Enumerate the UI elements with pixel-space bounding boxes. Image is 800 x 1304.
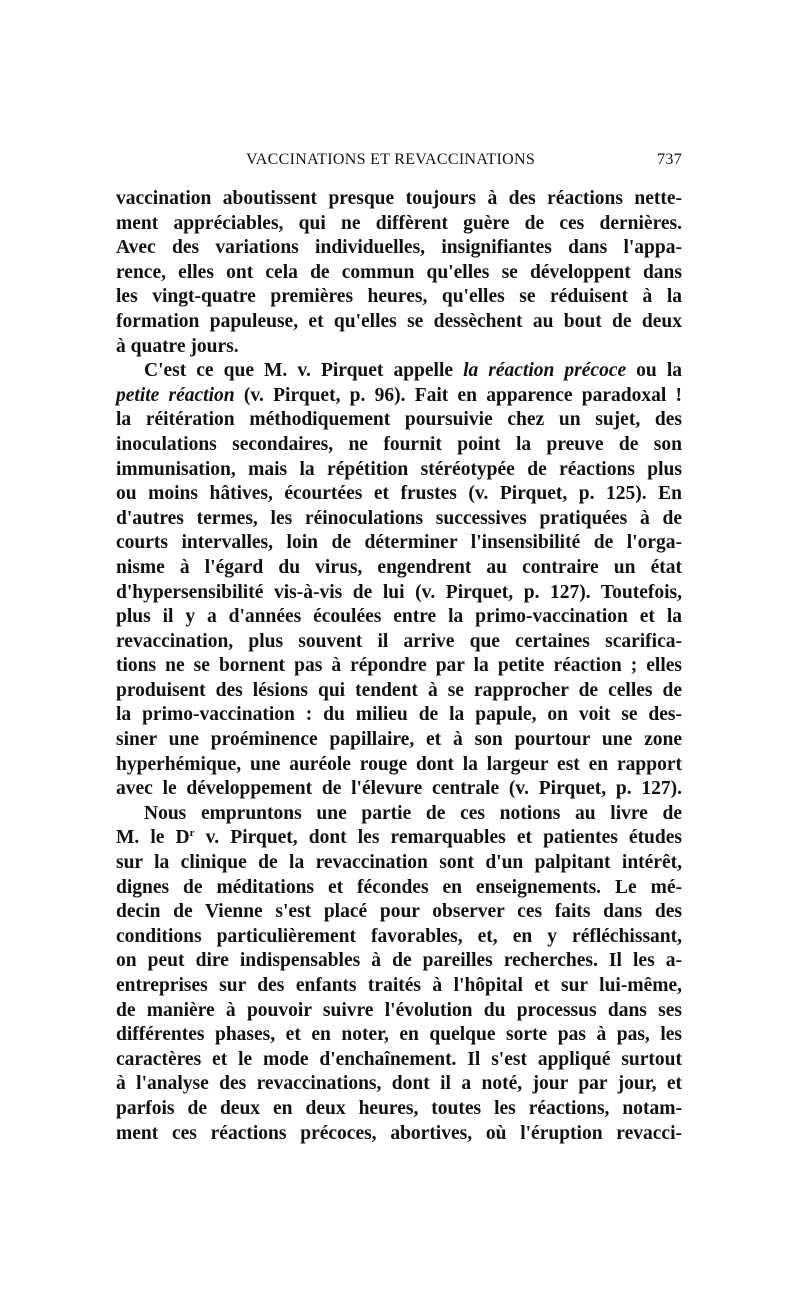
text-line: les vingt-quatre premières heures, qu'elles se réduisent à la <box>116 286 682 308</box>
text-segment: M. le D <box>116 827 190 849</box>
text-line: Avec des variations individuelles, insignifiantes dans l'appa- <box>116 237 682 259</box>
text-line: à l'analyse des revaccinations, dont il a noté, jour par jour, et <box>116 1073 682 1095</box>
superscript: r <box>189 827 195 840</box>
text-line: revaccination, plus souvent il arrive que certaines scarifica- <box>116 630 682 652</box>
text-line: de manière à pouvoir suivre l'évolution du processus dans ses <box>116 999 682 1021</box>
text-line: ou moins hâtives, écourtées et frustes (v. Pirquet, p. 125). En <box>116 483 682 505</box>
text-line: plus il y a d'années écoulées entre la primo-vaccination et la <box>116 606 682 628</box>
text-line: conditions particulièrement favorables, et, en y réfléchissant, <box>116 925 682 947</box>
text-line: inoculations secondaires, ne fournit point la preuve de son <box>116 433 682 455</box>
text-line: différentes phases, et en noter, en quelque sorte pas à pas, les <box>116 1024 682 1046</box>
text-line: d'autres termes, les réinoculations successives pratiquées à de <box>116 507 682 529</box>
text-segment: ou la <box>626 360 682 382</box>
text-segment: C'est ce que M. v. Pirquet appelle <box>144 360 464 382</box>
text-line: produisent des lésions qui tendent à se rapprocher de celles de <box>116 679 682 701</box>
text-line: la primo-vaccination : du milieu de la papule, on voit se des- <box>116 704 682 726</box>
text-line: caractères et le mode d'enchaînement. Il s'est appliqué surtout <box>116 1048 682 1070</box>
text-line: avec le développement de l'élevure centrale (v. Pirquet, p. 127). <box>116 778 682 800</box>
page-header <box>116 151 682 173</box>
italic-term: la réaction précoce <box>463 360 627 382</box>
text-line <box>116 359 682 384</box>
italic-term: petite réaction <box>116 384 235 406</box>
text-segment: (v. Pirquet, p. 96). Fait en apparence paradoxal ! <box>234 384 682 406</box>
text-line: courts intervalles, loin de déterminer l'insensibilité de l'orga- <box>116 532 682 554</box>
body-text <box>116 187 682 1146</box>
text-line <box>116 384 682 409</box>
text-line: hyperhémique, une auréole rouge dont la largeur est en rapport <box>116 753 682 775</box>
text-line: vaccination aboutissent presque toujours à des réactions nette- <box>116 188 682 209</box>
text-line: sur la clinique de la revaccination sont d'un palpitant intérêt, <box>116 852 682 874</box>
text-line: dignes de méditations et fécondes en enseignements. Le mé- <box>116 876 682 898</box>
text-line <box>116 826 682 851</box>
text-line: decin de Vienne s'est placé pour observer ces faits dans des <box>116 901 682 923</box>
text-line: ment appréciables, qui ne diffèrent guère de ces dernières. <box>116 212 682 234</box>
text-line: la réitération méthodiquement poursuivie chez un sujet, des <box>116 409 682 431</box>
text-line: on peut dire indispensables à de pareilles recherches. Il les a- <box>116 950 682 972</box>
text-line: entreprises sur des enfants traités à l'hôpital et sur lui-même, <box>116 975 682 996</box>
page-number: 737 <box>657 151 682 168</box>
text-line: tions ne se bornent pas à répondre par la petite réaction ; elles <box>116 655 682 677</box>
text-line: parfois de deux en deux heures, toutes les réactions, notam- <box>116 1097 682 1119</box>
running-title: VACCINATIONS ET REVACCINATIONS <box>246 151 536 168</box>
text-line: siner une proéminence papillaire, et à son pourtour une zone <box>116 729 682 751</box>
text-line: à quatre jours. <box>116 335 239 357</box>
text-line: Nous empruntons une partie de ces notions au livre de <box>144 802 682 824</box>
text-line: rence, elles ont cela de commun qu'elles se développent dans <box>116 261 682 283</box>
text-line: immunisation, mais la répétition stéréotypée de réactions plus <box>116 458 682 480</box>
text-line: d'hypersensibilité vis-à-vis de lui (v. Pirquet, p. 127). Toutefois, <box>116 581 682 603</box>
text-line: formation papuleuse, et qu'elles se dessèchent au bout de deux <box>116 310 682 332</box>
text-segment: v. Pirquet, dont les remarquables et patientes études <box>194 827 682 849</box>
text-line: ment ces réactions précoces, abortives, où l'éruption revacci- <box>116 1122 682 1144</box>
text-line: nisme à l'égard du virus, engendrent au contraire un état <box>116 556 682 578</box>
